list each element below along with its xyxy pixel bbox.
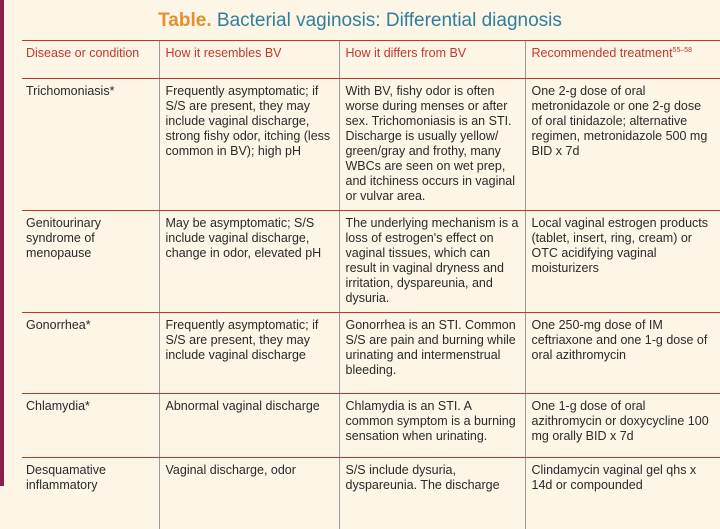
cell-resembles: May be asymptomatic; S/S include vaginal discharge, change in odor, elevated pH	[159, 211, 339, 313]
cell-resembles: Vaginal discharge, odor	[159, 458, 339, 529]
header-differs: How it differs from BV	[339, 41, 525, 79]
table-row	[22, 458, 720, 529]
cell-treatment: Local vaginal estrogen products (tablet, insert, ring, cream) or OTC acidifying vaginal moisturizers	[525, 211, 720, 313]
cell-disease: Genitourinary syndrome of menopause	[22, 211, 159, 313]
cell-disease: Gonorrhea*	[22, 313, 159, 394]
table-row	[22, 313, 720, 394]
cell-disease: Trichomoniasis*	[22, 79, 159, 211]
cell-treatment: One 2-g dose of oral metronidazole or one 2-g dose of oral tinidazole; alternative regimen, metronidazole 500 mg BID x 7d	[525, 79, 720, 211]
table-row	[22, 211, 720, 313]
table-row	[22, 394, 720, 458]
header-disease: Disease or condition	[22, 41, 159, 79]
title-lead: Table.	[158, 10, 212, 31]
table-title	[0, 10, 720, 38]
cell-disease: Chlamydia*	[22, 394, 159, 458]
differential-diagnosis-table	[22, 40, 720, 529]
header-treatment-label: Recommended treatment	[532, 46, 673, 60]
title-text: Bacterial vaginosis: Differential diagnosis	[217, 10, 562, 31]
cell-differs: The underlying mechanism is a loss of estrogen's effect on vaginal tissues, which can result in vaginal dryness and irritation, dyspareunia, and dysuria.	[339, 211, 525, 313]
cell-resembles: Frequently asymptomatic; if S/S are present, they may include vaginal discharge, strong fishy odor, itching (less common in BV); high pH	[159, 79, 339, 211]
header-resembles: How it resembles BV	[159, 41, 339, 79]
left-accent-bar	[0, 0, 4, 486]
header-treatment-ref: 55–58	[673, 47, 692, 54]
cell-differs: With BV, fishy odor is often worse during menses or after sex. Trichomoniasis is an STI. Discharge is usually yellow/ green/gray and frothy, many WBCs are seen on wet prep, and itchiness occurs in vaginal or vulvar area.	[339, 79, 525, 211]
cell-disease: Desquamative inflammatory	[22, 458, 159, 529]
cell-treatment: Clindamycin vaginal gel qhs x 14d or compounded	[525, 458, 720, 529]
header-row	[22, 41, 720, 79]
cell-treatment: One 1-g dose of oral azithromycin or doxycycline 100 mg orally BID x 7d	[525, 394, 720, 458]
header-treatment	[525, 41, 720, 79]
cell-differs: Chlamydia is an STI. A common symptom is a burning sensation when urinating.	[339, 394, 525, 458]
cell-treatment: One 250-mg dose of IM ceftriaxone and one 1-g dose of oral azithromycin	[525, 313, 720, 394]
cell-differs: Gonorrhea is an STI. Common S/S are pain and burning while urinating and intermenstrual bleeding.	[339, 313, 525, 394]
table-row	[22, 79, 720, 211]
cell-resembles: Frequently asymptomatic; if S/S are present, they may include vaginal discharge	[159, 313, 339, 394]
cell-differs: S/S include dysuria, dyspareunia. The discharge	[339, 458, 525, 529]
cell-resembles: Abnormal vaginal discharge	[159, 394, 339, 458]
